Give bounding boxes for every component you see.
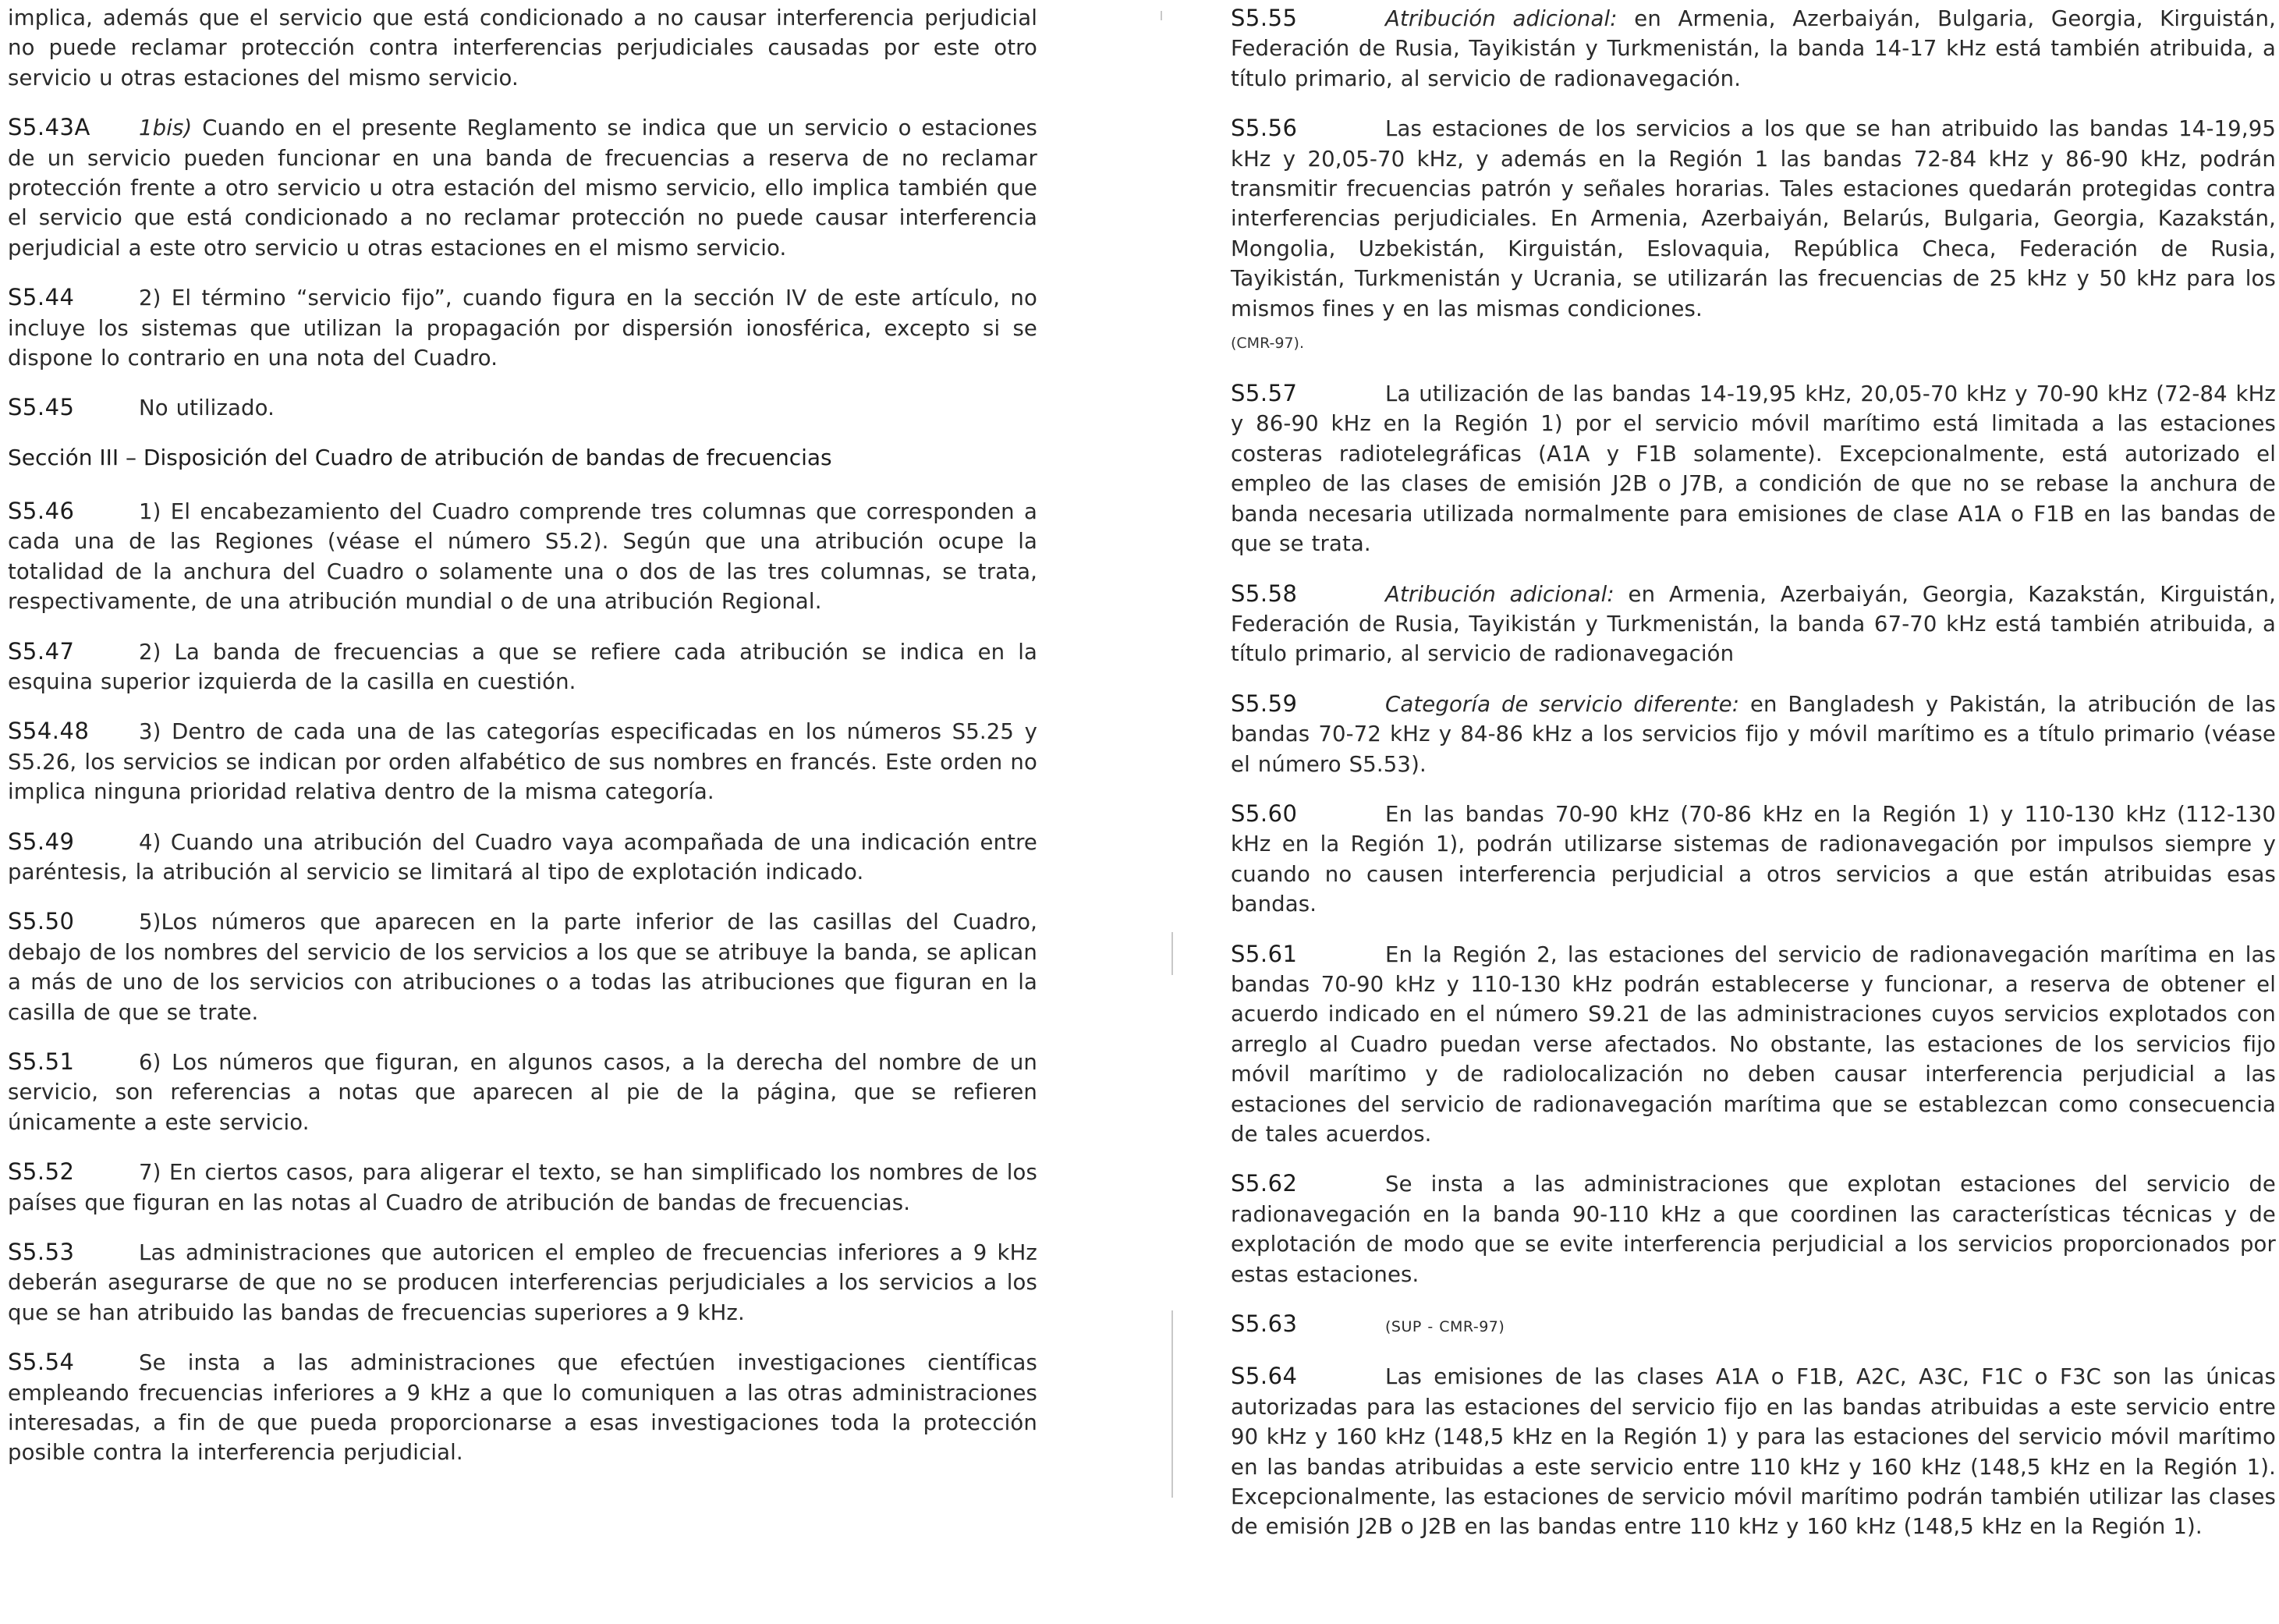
- paragraph-text: 2) El término “servicio fijo”, cuando figura en la sección IV de este artículo, no incluye los sistemas que utilizan la propagación por dispersión ionosférica, excepto si se dispone lo contrario en una nota del Cuadro.: [8, 285, 1037, 371]
- gutter-mark: [1171, 1310, 1173, 1498]
- paragraph-lead: Atribución adicional:: [1385, 581, 1614, 607]
- paragraph-number: S5.49: [8, 828, 75, 855]
- paragraph-s5-50: [8, 906, 1037, 1027]
- paragraph-number: S5.44: [8, 284, 75, 311]
- revision-note: (CMR-97).: [1231, 335, 1304, 353]
- paragraph-number: S5.52: [8, 1158, 75, 1186]
- paragraph-s5-63: [1231, 1309, 2276, 1342]
- paragraph-text: Cuando en el presente Reglamento se indica que un servicio o estaciones de un servicio pueden funcionar en una banda de frecuencias a reserva de no reclamar protección frente a otro servicio u otra estación del mismo servicio, ello implica también que el servicio que está condicionado a no reclamar protección no puede causar interferencia perjudicial a este otro servicio u otras estaciones en el mismo servicio.: [8, 115, 1037, 261]
- paragraph-s5-49: [8, 827, 1037, 888]
- paragraph-s5-57: [1231, 378, 2276, 558]
- paragraph-s5-61: [1231, 939, 2276, 1150]
- paragraph-s5-51: [8, 1047, 1037, 1137]
- paragraph-number: S5.58: [1231, 580, 1298, 607]
- paragraph-s5-53: [8, 1237, 1037, 1328]
- paragraph-text: en Bangladesh y Pakistán, la atribución de las bandas 70-72 kHz y 84-86 kHz a los servicios fijo y móvil marítimo es a título primario (véase el número S5.53).: [1231, 691, 2276, 777]
- paragraph-s5-55: [1231, 3, 2276, 94]
- paragraph-number: S5.56: [1231, 115, 1298, 142]
- paragraph-number: S5.47: [8, 637, 75, 665]
- right-column: [1231, 3, 2276, 1562]
- paragraph-number: S5.60: [1231, 800, 1298, 827]
- gutter-mark: [1161, 11, 1162, 20]
- paragraph-s5-64: [1231, 1361, 2276, 1541]
- paragraph-text: 5)Los números que aparecen en la parte inferior de las casillas del Cuadro, debajo de los nombres del servicio de los servicios a los que se atribuye la banda, se aplican a más de uno de los servicios con atribuciones o a todas las atribuciones que figuran en la casilla de que se trate.: [8, 910, 1037, 1025]
- paragraph-text: Se insta a las administraciones que explotan estaciones del servicio de radionavegación en la banda 90-110 kHz a que coordinen las características técnicas y de explotación de modo que se evite interferencia perjudicial a los servicios proporcionados por estas estaciones.: [1231, 1172, 2276, 1287]
- paragraph-text: No utilizado.: [139, 395, 275, 421]
- paragraph-text: 6) Los números que figuran, en algunos casos, a la derecha del nombre de un servicio, son referencias a notas que aparecen al pie de la página, que se refieren únicamente a este servicio.: [8, 1049, 1037, 1135]
- paragraph-s5-45: [8, 392, 1037, 423]
- paragraph-number: S5.51: [8, 1048, 75, 1075]
- paragraph-text: 1) El encabezamiento del Cuadro comprende tres columnas que corresponden a cada una de las Regiones (véase el número S5.2). Según que una atribución ocupe la totalidad de la anchura del Cuadro o solamente una o dos de las tres columnas, se trata, respectivamente, de una atribución mundial o de una atribución Regional.: [8, 498, 1037, 615]
- paragraph-text: Se insta a las administraciones que efectúen investigaciones científicas empleando frecuencias inferiores a 9 kHz a que lo comuniquen a las otras administraciones interesadas, a fin de que pueda proporcionarse a esas investigaciones toda la protección posible contra la interferencia perjudicial.: [8, 1350, 1037, 1466]
- paragraph-text: En la Región 2, las estaciones del servicio de radionavegación marítima en las bandas 70-90 kHz y 110-130 kHz podrán establecerse y funcionar, a reserva de obtener el acuerdo indicado en el número S9.21 de las administraciones cuyos servicios explotados con arreglo al Cuadro puedan verse afectados. No obstante, las estaciones de los servicios fijo móvil marítimo y de radiolocalización no deben causar interferencia perjudicial a las estaciones del servicio de radionavegación marítima que se establezcan como consecuencia de tales acuerdos.: [1231, 941, 2276, 1147]
- paragraph-number: S5.55: [1231, 5, 1298, 31]
- paragraph-text: En las bandas 70-90 kHz (70-86 kHz en la Región 1) y 110-130 kHz (112-130 kHz en la Región 1), podrán utilizarse sistemas de radionavegación por impulsos siempre y cuando no causen interferencia perjudicial a otros servicios a que están atribuidas esas bandas.: [1231, 801, 2276, 917]
- paragraph-number: S5.62: [1231, 1170, 1298, 1197]
- gutter-mark: [1171, 932, 1173, 975]
- paragraph-number: S5.46: [8, 497, 75, 524]
- section-heading: Sección III – Disposición del Cuadro de atribución de bandas de frecuencias: [8, 444, 832, 470]
- paragraph-number: S5.59: [1231, 690, 1298, 717]
- paragraph-number: S54.48: [8, 718, 90, 745]
- paragraph-s5-54: [8, 1347, 1037, 1468]
- paragraph-continuation: implica, además que el servicio que está condicionado a no causar interferencia perjudicial no puede reclamar protección contra interferencias perjudiciales causadas por este otro servicio u otras estaciones del mismo servicio.: [8, 5, 1037, 90]
- paragraph-number: S5.50: [8, 908, 75, 935]
- paragraph-s5-59: [1231, 689, 2276, 779]
- paragraph-text: en Armenia, Azerbaiyán, Georgia, Kazakstán, Kirguistán, Federación de Rusia, Tayikistán y Turkmenistán, la banda 67-70 kHz está también atribuida, a título primario, al servicio de radionavegación: [1231, 581, 2276, 667]
- paragraph-s5-47: [8, 636, 1037, 697]
- paragraph-number: S5.64: [1231, 1363, 1298, 1390]
- paragraph-s54-48: [8, 716, 1037, 807]
- paragraph-s5-62: [1231, 1168, 2276, 1289]
- paragraph-s5-58: [1231, 579, 2276, 669]
- paragraph-number: S5.45: [8, 394, 75, 421]
- paragraph-text: Las administraciones que autoricen el empleo de frecuencias inferiores a 9 kHz deberán asegurarse de que no se producen interferencias perjudiciales a los servicios a los que se han atribuido las bandas de frecuencias superiores a 9 kHz.: [8, 1240, 1037, 1325]
- paragraph-text: 2) La banda de frecuencias a que se refiere cada atribución se indica en la esquina superior izquierda de la casilla en cuestión.: [8, 639, 1037, 694]
- paragraph-text: 3) Dentro de cada una de las categorías especificadas en los números S5.25 y S5.26, los servicios se indican por orden alfabético de sus nombres en francés. Este orden no implica ninguna prioridad relativa dentro de la misma categoría.: [8, 719, 1037, 805]
- paragraph-s5-56: [1231, 113, 2276, 324]
- paragraph-s5-44: [8, 282, 1037, 373]
- paragraph-text: Las estaciones de los servicios a los que se han atribuido las bandas 14-19,95 kHz y 20,05-70 kHz, y además en la Región 1 las bandas 72-84 kHz y 86-90 kHz, podrán transmitir frecuencias patrón y señales horarias. Tales estaciones quedarán protegidas contra interferencias perjudiciales. En Armenia, Azerbaiyán, Belarús, Bulgaria, Georgia, Kazakstán, Mongolia, Uzbekistán, Kirguistán, Eslovaquia, República Checa, Federación de Rusia, Tayikistán, Turkmenistán y Ucrania, se utilizarán las frecuencias de 25 kHz y 50 kHz para los mismos fines y en las mismas condiciones.: [1231, 116, 2276, 321]
- paragraph-s5-60: [1231, 799, 2276, 920]
- paragraph-s5-52: [8, 1157, 1037, 1218]
- paragraph-lead: Atribución adicional:: [1385, 6, 1618, 31]
- paragraph-number: S5.54: [8, 1349, 75, 1376]
- paragraph-lead: Categoría de servicio diferente:: [1385, 691, 1740, 717]
- paragraph-s5-43a: [8, 112, 1037, 263]
- paragraph-text: 7) En ciertos casos, para aligerar el texto, se han simplificado los nombres de los países que figuran en las notas al Cuadro de atribución de bandas de frecuencias.: [8, 1160, 1037, 1215]
- paragraph-number: S5.53: [8, 1239, 75, 1265]
- paragraph-text: en Armenia, Azerbaiyán, Bulgaria, Georgia, Kirguistán, Federación de Rusia, Tayikistán y Turkmenistán, la banda 14-17 kHz está también atribuida, a título primario, al servicio de radionavegación.: [1231, 6, 2276, 91]
- paragraph-s5-46: [8, 496, 1037, 617]
- paragraph-number: S5.63: [1231, 1310, 1298, 1338]
- paragraph-text: La utilización de las bandas 14-19,95 kHz, 20,05-70 kHz y 70-90 kHz (72-84 kHz y 86-90 kHz en la Región 1) por el servicio móvil marítimo está limitada a las estaciones costeras radiotelegráficas (A1A y F1B solamente). Excepcionalmente, está autorizado el empleo de las clases de emisión J2B o J7B, a condición de que no se rebase la anchura de banda necesaria utilizada normalmente para emisiones de clase A1A o F1B en las bandas de que se trata.: [1231, 381, 2276, 557]
- paragraph-number: S5.61: [1231, 940, 1298, 967]
- paragraph-text: 4) Cuando una atribución del Cuadro vaya acompañada de una indicación entre paréntesis, la atribución al servicio se limitará al tipo de explotación indicado.: [8, 829, 1037, 885]
- paragraph-text: Las emisiones de las clases A1A o F1B, A2C, A3C, F1C o F3C son las únicas autorizadas para las estaciones del servicio fijo en las bandas atribuidas a este servicio entre 90 kHz y 160 kHz (148,5 kHz en la Región 1) y para las estaciones del servicio móvil marítimo en las bandas atribuidas a este servicio entre 110 kHz y 160 kHz (148,5 kHz en la Región 1). Excepcionalmente, las estaciones de servicio móvil marítimo podrán también utilizar las clases de emisión J2B o J2B en las bandas entre 110 kHz y 160 kHz (148,5 kHz en la Región 1).: [1231, 1364, 2276, 1540]
- left-column: [8, 3, 1037, 1487]
- paragraph-lead: 1bis): [139, 115, 193, 141]
- paragraph-text: (SUP - CMR-97): [1385, 1318, 1505, 1336]
- paragraph-number: S5.57: [1231, 380, 1298, 407]
- paragraph-number: S5.43A: [8, 114, 90, 141]
